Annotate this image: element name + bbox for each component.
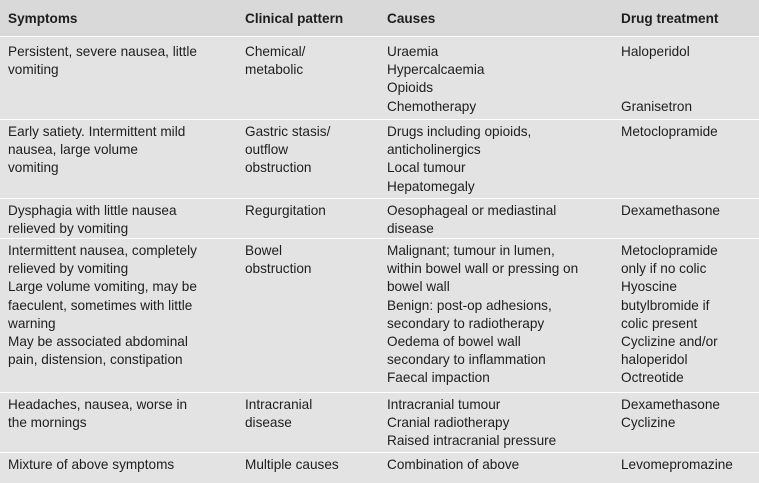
cell-line: Hypercalcaemia (387, 62, 485, 78)
cell-line: Hyoscine (621, 279, 677, 295)
cell-line: metabolic (245, 62, 304, 78)
cell-line: Regurgitation (245, 203, 326, 218)
cell-line: Metoclopramide (621, 124, 718, 139)
header-drug-treatment: Drug treatment (621, 11, 719, 26)
cell-line: secondary to inflammation (387, 352, 546, 368)
cell-causes (387, 456, 519, 474)
cell-line: Octreotide (621, 370, 684, 386)
cell-line: Malignant; tumour in lumen, (387, 243, 555, 258)
cell-symptoms (8, 43, 197, 79)
header-symptoms: Symptoms (8, 11, 78, 26)
cell-line: Intracranial (245, 397, 313, 412)
cell-clinical-pattern (245, 123, 330, 178)
cell-line: warning (8, 315, 56, 331)
cell-line: butylbromide if (621, 297, 710, 313)
cell-line: Chemotherapy (387, 98, 477, 114)
cell-line: Drugs including opioids, (387, 124, 532, 139)
cell-line: Multiple causes (245, 457, 339, 472)
cell-line: obstruction (245, 261, 312, 277)
cell-drug-treatment (621, 456, 733, 474)
header-causes: Causes (387, 11, 436, 26)
cell-line: Early satiety. Intermittent mild (8, 124, 186, 139)
cell-line: Bowel (245, 243, 283, 258)
cell-line: Dysphagia with little nausea (8, 203, 177, 218)
cell-causes (387, 123, 531, 196)
cell-symptoms (8, 456, 174, 474)
cell-causes (387, 43, 484, 116)
cell-line: Haloperidol (621, 44, 690, 59)
cell-line: Combination of above (387, 457, 520, 472)
cell-line: anticholinergics (387, 142, 481, 158)
row-divider (0, 119, 759, 120)
cell-line: Persistent, severe nausea, little (8, 44, 197, 59)
cell-line: pain, distension, constipation (8, 352, 183, 368)
cell-line: colic present (621, 315, 698, 331)
cell-clinical-pattern (245, 242, 312, 278)
cell-line: disease (245, 415, 292, 431)
cell-line: Hepatomegaly (387, 178, 475, 194)
cell-line: Faecal impaction (387, 370, 490, 386)
cell-line: Cyclizine (621, 415, 676, 431)
cell-symptoms (8, 242, 197, 369)
cell-line: the mornings (8, 415, 87, 431)
cell-line: Mixture of above symptoms (8, 457, 175, 472)
cell-symptoms (8, 123, 185, 178)
cell-drug-treatment (621, 202, 720, 220)
cell-line: Intracranial tumour (387, 397, 501, 412)
cell-line: Metoclopramide (621, 243, 718, 258)
cell-line: Intermittent nausea, completely (8, 243, 197, 258)
row-divider (0, 452, 759, 453)
cell-clinical-pattern (245, 396, 312, 432)
cell-line: Dexamethasone (621, 203, 720, 218)
cell-line: Large volume vomiting, may be (8, 279, 197, 295)
cell-line: vomiting (8, 160, 59, 176)
cell-drug-treatment (621, 43, 692, 116)
cell-symptoms (8, 396, 187, 432)
cell-clinical-pattern (245, 456, 339, 474)
cell-drug-treatment (621, 396, 720, 432)
cell-line: secondary to radiotherapy (387, 315, 545, 331)
cell-line: Raised intracranial pressure (387, 433, 557, 449)
cell-line: Oedema of bowel wall (387, 333, 521, 349)
cell-line: Chemical/ (245, 44, 306, 59)
cell-symptoms (8, 202, 177, 238)
cell-line: Cyclizine and/or (621, 333, 718, 349)
cell-causes (387, 242, 578, 388)
cell-line: nausea, large volume (8, 142, 138, 158)
cell-line: Uraemia (387, 44, 439, 59)
cell-line (621, 79, 692, 97)
table-header-row (0, 0, 759, 37)
cell-line: May be associated abdominal (8, 333, 188, 349)
cell-causes (387, 202, 556, 238)
cell-line: Headaches, nausea, worse in (8, 397, 188, 412)
cell-line: disease (387, 221, 434, 237)
cell-line: relieved by vomiting (8, 221, 129, 237)
cell-line: within bowel wall or pressing on (387, 261, 579, 277)
cell-line: Opioids (387, 80, 434, 96)
cell-line: Granisetron (621, 98, 693, 114)
cell-line (621, 61, 692, 79)
cell-line: Benign: post-op adhesions, (387, 297, 552, 313)
cell-line: Oesophageal or mediastinal (387, 203, 557, 218)
cell-line: haloperidol (621, 352, 688, 368)
row-divider (0, 198, 759, 199)
header-clinical-pattern: Clinical pattern (245, 11, 344, 26)
cell-causes (387, 396, 556, 451)
cell-clinical-pattern (245, 202, 326, 220)
cell-line: bowel wall (387, 279, 450, 295)
cell-line: Gastric stasis/ (245, 124, 331, 139)
cell-line: faeculent, sometimes with little (8, 297, 193, 313)
cell-line: Local tumour (387, 160, 466, 176)
cell-drug-treatment (621, 242, 718, 388)
cell-line: only if no colic (621, 261, 707, 277)
row-divider (0, 392, 759, 393)
cell-line: relieved by vomiting (8, 261, 129, 277)
cell-line: Dexamethasone (621, 397, 720, 412)
cell-clinical-pattern (245, 43, 305, 79)
cell-line: Cranial radiotherapy (387, 415, 510, 431)
cell-drug-treatment (621, 123, 718, 141)
cell-line: outflow (245, 142, 289, 158)
cell-line: obstruction (245, 160, 312, 176)
cell-line: Levomepromazine (621, 457, 733, 472)
cell-line: vomiting (8, 62, 59, 78)
